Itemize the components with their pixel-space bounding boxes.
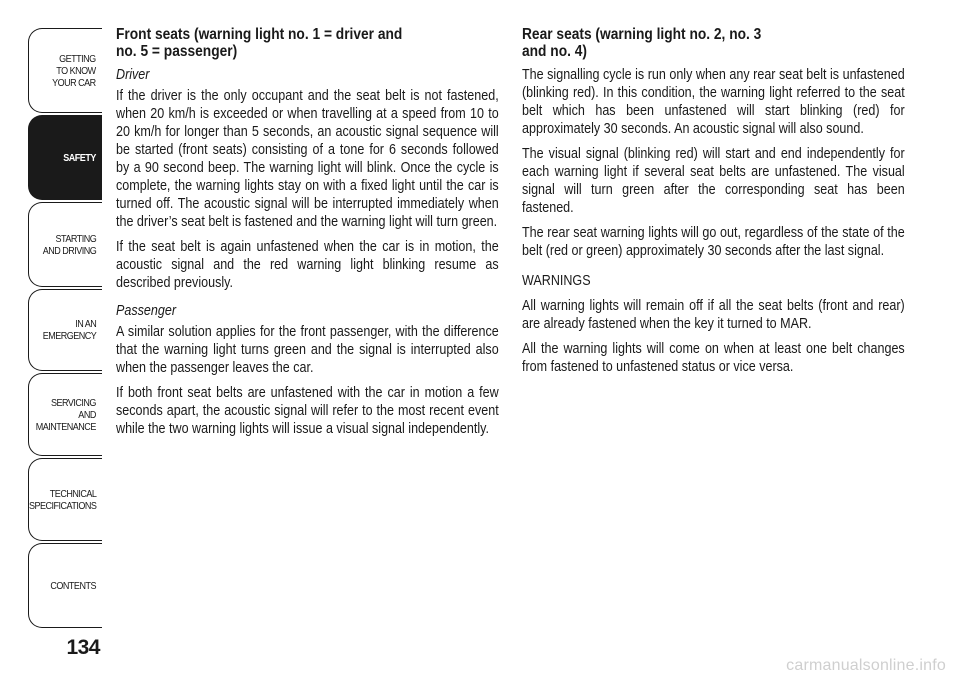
tab-label: CONTENTS [50,579,96,592]
page-number: 134 [66,636,100,659]
tab-label: IN AN EMERGENCY [42,318,96,342]
warnings-paragraph-2: All the warning lights will come on when at least one belt changes from fastened to unfastened status or vice versa. [522,341,905,375]
front-seats-heading: Front seats (warning light no. 1 = driver and no. 5 = passenger) [116,26,403,60]
left-column [116,26,499,445]
tab-safety[interactable] [28,115,102,200]
rear-seats-heading: Rear seats (warning light no. 2, no. 3 and no. 4) [522,26,762,60]
tab-label: GETTING TO KNOW YOUR CAR [52,52,96,89]
passenger-subheading: Passenger [116,303,177,319]
tab-in-an-emergency[interactable] [28,289,102,371]
tab-getting-to-know-your-car[interactable] [28,28,102,113]
rear-paragraph-3: The rear seat warning lights will go out, regardless of the state of the belt (red or green) approximately 30 seconds after the last signal. [522,225,905,259]
passenger-paragraph-2: If both front seat belts are unfastened with the car in motion a few seconds apart, the acoustic signal will refer to the most recent event while the two warning lights will issue a visual signal independently. [116,385,499,437]
tab-technical-specifications[interactable] [28,458,102,541]
watermark: carmanualsonline.info [786,657,946,674]
rear-paragraph-2: The visual signal (blinking red) will start and end independently for each warning light if several seat belts are unfastened. The visual signal will turn green after the corresponding seat has been fastened. [522,146,905,216]
tab-contents[interactable] [28,543,102,628]
warnings-title: WARNINGS [522,273,591,289]
tab-starting-and-driving[interactable] [28,202,102,287]
tab-label: SERVICING AND MAINTENANCE [35,396,96,433]
passenger-paragraph-1: A similar solution applies for the front passenger, with the difference that the warning light turns green and the signal is interrupted also when the passenger leaves the car. [116,324,499,376]
right-column [522,26,905,383]
driver-subheading: Driver [116,67,150,83]
driver-paragraph-2: If the seat belt is again unfastened when the car is in motion, the acoustic signal and the red warning light blinking resume as described previously. [116,239,499,291]
rear-paragraph-1: The signalling cycle is run only when any rear seat belt is unfastened (blinking red). In this condition, the warning light referred to the seat belt which has been unfastened will start blinking (red) for approximately 30 seconds. An acoustic signal will also sound. [522,67,905,137]
driver-paragraph-1: If the driver is the only occupant and the seat belt is not fastened, when 20 km/h is exceeded or when travelling at a speed from 10 to 20 km/h for longer than 5 seconds, an acoustic signal sequence will be started (front seats) consisting of a tone for 6 seconds followed by a 90 second beep. The warning light will blink. Once the cycle is complete, the warning lights stay on with a fixed light until the car is turned off. The acoustic signal will be interrupted immediately when the driver’s seat belt is fastened and the warning light will turn green. [116,88,499,230]
tab-label: STARTING AND DRIVING [42,232,96,257]
tab-label: TECHNICAL SPECIFICATIONS [28,487,96,512]
chapter-sidebar [0,0,102,677]
warnings-paragraph-1: All warning lights will remain off if all the seat belts (front and rear) are already fastened when the key it turned to MAR. [522,298,905,332]
tab-label: SAFETY [63,151,96,164]
tab-servicing-and-maintenance[interactable] [28,373,102,456]
